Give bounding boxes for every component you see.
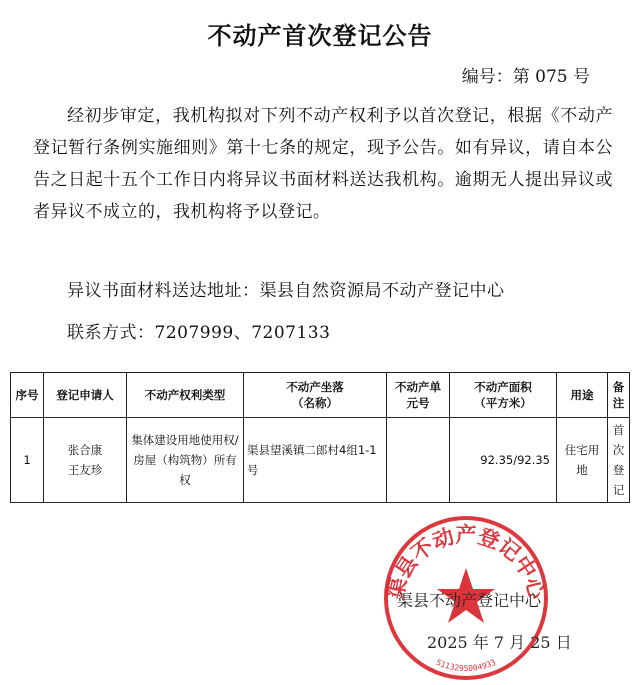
applicant-name-2: 王友珍 [67, 463, 103, 477]
cell-applicant [44, 418, 127, 503]
cell-location: 渠县望溪镇二郎村4组1-1号 [244, 418, 387, 503]
cell-area: 92.35/92.35 [450, 418, 557, 503]
registration-table [10, 372, 630, 503]
cell-unit-no [387, 418, 450, 503]
header-right-type: 不动产权利类型 [127, 373, 244, 418]
header-applicant: 登记申请人 [44, 373, 127, 418]
document-title: 不动产首次登记公告 [207, 21, 433, 50]
signature-date: 2025 年 7 月 25 日 [427, 633, 572, 652]
header-unit-no: 不动产单元号 [387, 373, 450, 418]
cell-seq: 1 [11, 418, 44, 503]
document-number: 编号：第 075 号 [461, 67, 590, 87]
header-area-sub: （平方米） [474, 396, 532, 410]
header-remark: 备注 [608, 373, 630, 418]
cell-right-type: 集体建设用地使用权/房屋（构筑物）所有权 [127, 418, 244, 503]
header-area-title: 不动产面积 [474, 380, 532, 394]
contact-text: 联系方式：7207999、7207133 [67, 323, 331, 343]
address-line [33, 276, 505, 301]
contact-line [33, 318, 330, 343]
header-location-title: 不动产坐落 [286, 380, 344, 394]
seal-code-path: 5113295004933 [434, 657, 498, 674]
applicant-name-1: 张合康 [67, 443, 103, 457]
table-row [11, 418, 630, 503]
address-text: 异议书面材料送达地址：渠县自然资源局不动产登记中心 [67, 281, 505, 301]
seal-text-path: 渠县不动产登记中心 [382, 522, 550, 602]
seal-code [435, 658, 498, 673]
table-header-row [11, 373, 630, 418]
header-location-sub: （名称） [292, 396, 338, 410]
signature-org: 渠县不动产登记中心 [397, 591, 542, 610]
notice-paragraph: 经初步审定，我机构拟对下列不动产权利予以首次登记，根据《不动产登记暂行条例实施细则》第十七条的规定，现予公告。如有异议，请自本公告之日起十五个工作日内将异议书面材料送达我机构。逾期无人提出异议或者异议不成立的，我机构将予以登记。 [33, 106, 613, 222]
header-location [244, 373, 387, 418]
cell-remark: 首次登记 [608, 418, 630, 503]
cell-usage: 住宅用地 [557, 418, 608, 503]
header-seq: 序号 [11, 373, 44, 418]
header-area [450, 373, 557, 418]
header-usage: 用途 [557, 373, 608, 418]
